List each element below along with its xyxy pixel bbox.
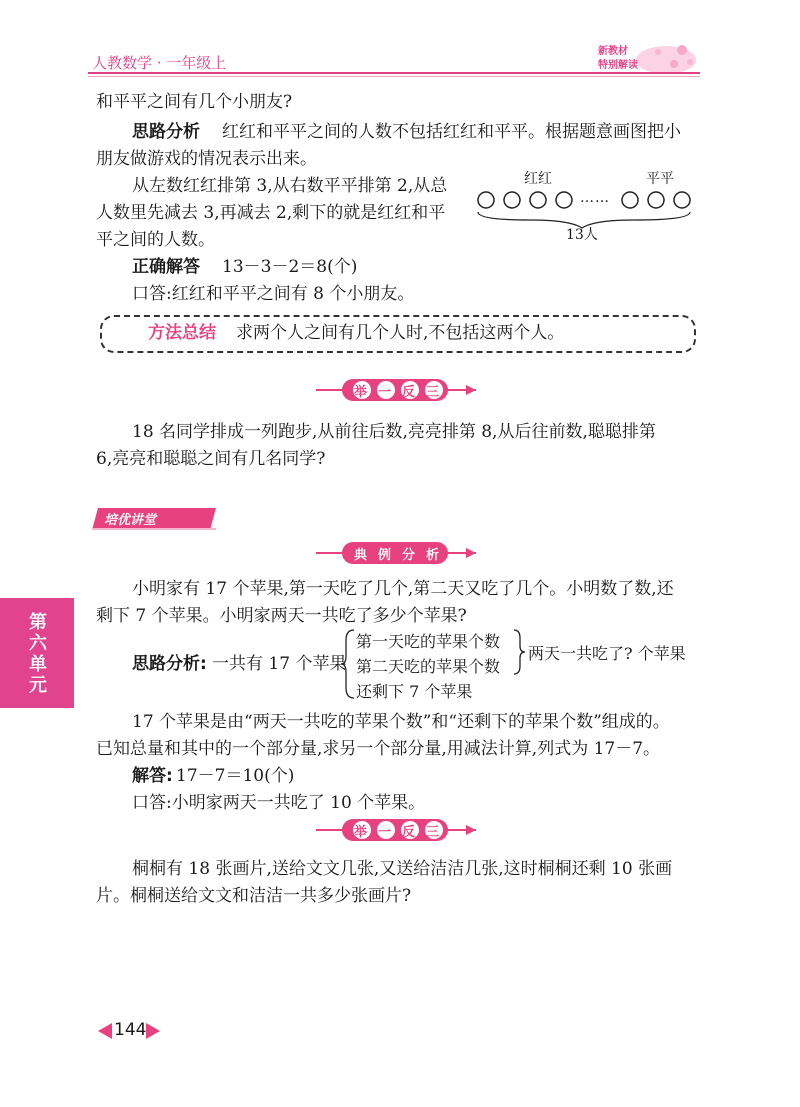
badge-line1: 新教材 bbox=[598, 46, 628, 57]
child-circle bbox=[674, 192, 690, 208]
left-brace bbox=[340, 628, 356, 700]
example2-explain-2: 已知总量和其中的一个部分量,求另一个部分量,用减法计算,列式为 17－7。 bbox=[96, 739, 661, 759]
ribbon-char: 例 bbox=[378, 548, 392, 563]
header-title: 人教数学 · 一年级上 bbox=[92, 54, 227, 72]
method-text: 求两个人之间有几个人时,不包括这两个人。 bbox=[236, 323, 565, 343]
diagram-dots: …… bbox=[580, 190, 610, 206]
ribbon-char: 析 bbox=[426, 548, 440, 563]
ribbon-char: 三 bbox=[426, 385, 440, 400]
practice1-line2: 6,亮亮和聪聪之间有几名同学? bbox=[96, 449, 326, 469]
ribbon-char: 分 bbox=[402, 548, 416, 563]
answer-equation: 13－3－2＝8(个) bbox=[222, 257, 358, 277]
ribbon-char: 三 bbox=[426, 825, 440, 840]
ribbon-char: 典 bbox=[354, 548, 368, 563]
ribbon-text-2 bbox=[316, 541, 476, 565]
child-circle bbox=[504, 192, 520, 208]
example2-analysis-label: 思路分析: bbox=[132, 654, 207, 674]
next-page-icon bbox=[146, 1023, 160, 1039]
badge-line2: 特别解读 bbox=[598, 60, 638, 71]
example2-oral-answer: 口答:小明家两天一共吃了 10 个苹果。 bbox=[132, 793, 426, 813]
ribbon-char: 一 bbox=[378, 385, 392, 400]
prev-page-icon bbox=[98, 1023, 112, 1039]
header-rule-thin bbox=[88, 76, 700, 77]
analysis-text-2: 朋友做游戏的情况表示出来。 bbox=[96, 149, 317, 169]
example2-explain-1: 17 个苹果是由“两天一共吃的苹果个数”和“还剩下的苹果个数”组成的。 bbox=[132, 712, 670, 732]
page-number: 144 bbox=[114, 1020, 147, 1040]
right-brace bbox=[512, 628, 526, 676]
child-circle bbox=[556, 192, 572, 208]
child-circle bbox=[530, 192, 546, 208]
brace-result: 两天一共吃了? 个苹果 bbox=[528, 644, 686, 663]
analysis-label: 思路分析 bbox=[132, 122, 200, 142]
ribbon-text-1 bbox=[316, 378, 476, 402]
child-circle bbox=[648, 192, 664, 208]
ribbon-char: 一 bbox=[378, 825, 392, 840]
ribbon-char: 反 bbox=[402, 385, 416, 400]
children-diagram bbox=[470, 168, 710, 243]
practice2-line1: 桐桐有 18 张画片,送给文文几张,又送给洁洁几张,这时桐桐还剩 10 张画 bbox=[132, 859, 673, 879]
oral-answer: 口答:红红和平平之间有 8 个小朋友。 bbox=[132, 284, 415, 304]
explain-text-2: 人数里先减去 3,再减去 2,剩下的就是红红和平 bbox=[96, 203, 446, 223]
practice2-line2: 片。桐桐送给文文和洁洁一共多少张画片? bbox=[96, 886, 412, 906]
example2-analysis-lead: 一共有 17 个苹果 bbox=[212, 654, 347, 674]
explain-text-3: 平之间的人数。 bbox=[96, 230, 215, 250]
answer-label: 正确解答 bbox=[132, 257, 200, 277]
unit-side-tab-label: 第六单元 bbox=[29, 612, 47, 696]
example2-answer-label: 解答: bbox=[132, 766, 173, 786]
ribbon-char: 举 bbox=[354, 385, 368, 400]
child-circle bbox=[478, 192, 494, 208]
explain-text-1: 从左数红红排第 3,从右数平平排第 2,从总 bbox=[132, 176, 448, 196]
example2-answer-equation: 17－7＝10(个) bbox=[176, 766, 295, 786]
ribbon-char: 举 bbox=[354, 825, 368, 840]
ribbon-text-3 bbox=[316, 818, 476, 842]
ribbon-char: 反 bbox=[402, 825, 416, 840]
diagram-total: 13人 bbox=[566, 227, 598, 243]
child-circle bbox=[622, 192, 638, 208]
section-label: 培优讲堂 bbox=[104, 513, 157, 528]
header-rule bbox=[88, 72, 700, 74]
brace-item-day2: 第二天吃的苹果个数 bbox=[356, 657, 501, 676]
brace-item-remaining: 还剩下 7 个苹果 bbox=[356, 682, 473, 701]
practice1-line1: 18 名同学排成一列跑步,从前往后数,亮亮排第 8,从后往前数,聪聪排第 bbox=[132, 422, 656, 442]
example2-question-1: 小明家有 17 个苹果,第一天吃了几个,第二天又吃了几个。小明数了数,还 bbox=[132, 579, 674, 599]
analysis-text-1: 红红和平平之间的人数不包括红红和平平。根据题意画图把小 bbox=[222, 122, 681, 142]
example2-question-2: 剩下 7 个苹果。小明家两天一共吃了多少个苹果? bbox=[96, 606, 467, 626]
method-label: 方法总结 bbox=[148, 323, 216, 343]
continued-question: 和平平之间有几个小朋友? bbox=[96, 92, 293, 112]
brace-item-day1: 第一天吃的苹果个数 bbox=[356, 632, 501, 651]
diagram-right-name: 平平 bbox=[646, 171, 674, 187]
diagram-left-name: 红红 bbox=[524, 171, 552, 187]
